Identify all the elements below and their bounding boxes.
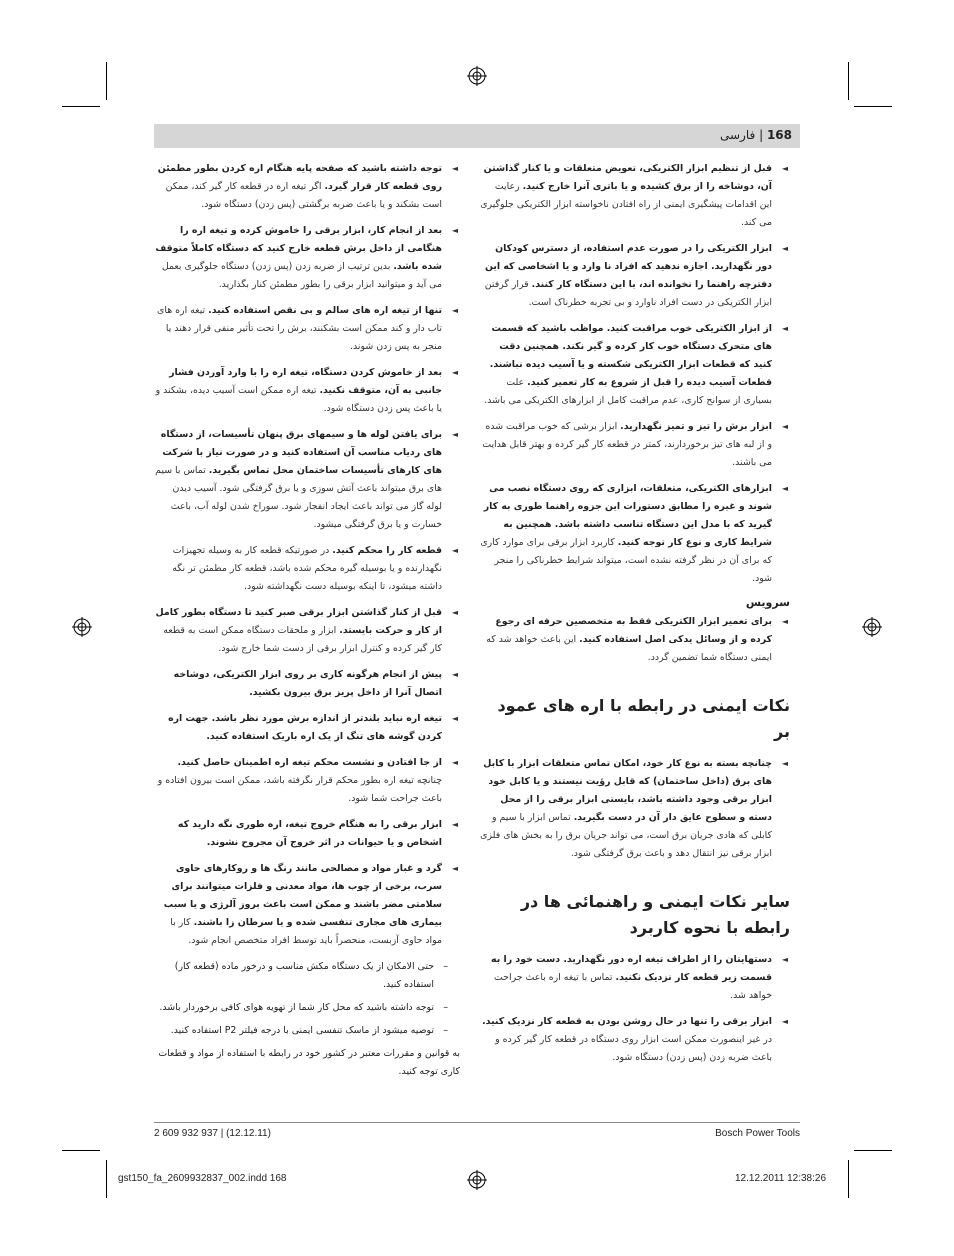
bullet-bold-text: قبل از کنار گذاشتن ابزار برقی صبر کنید تا دستگاه بطور کامل از کار و حرکت بایستد. <box>155 607 442 636</box>
bullet-bold-text: گرد و غبار مواد و مصالحی مانند رنگ ها و روکارهای حاوی سرب، برخی از چوب ها، مواد معدنی و فلزات میتوانند برای سلامتی مضر باشند و ممکن است باعث بروز آلرژی و یا سبب بیماری های مجاری تنفسی شده و یا سرطان زا باشند. <box>163 863 442 928</box>
bullet-normal-text: بدین ترتیب از ضربه زدن (پس زدن) دستگاه جلوگیری بعمل می آید و میتوانید ابزار برقی را بطور مطمئن کنار بگذارید. <box>161 261 442 290</box>
bullet-bold-text: بعد از خاموش کردن دستگاه، تیغه اره را با وارد آوردن فشار جانبی به آن، متوقف نکنید. <box>169 367 442 396</box>
bullet-item <box>480 418 790 472</box>
dash-text: حتی الامکان از یک دستگاه مکش مناسب و درخور ماده (قطعه کار) استفاده کنید. <box>174 961 434 990</box>
slug-datetime: 12.12.2011 12:38:26 <box>735 1173 827 1184</box>
bullet-marker-icon: ◄ <box>451 430 458 439</box>
bullet-bold-text: ابزار برقی را به هنگام خروج تیغه، اره طوری نگه دارید که اشخاص و یا حیوانات در اثر خروج آن مجروح نشوند. <box>177 819 442 848</box>
bullet-normal-text: کاربرد ابزار برقی برای موارد کاری که برای آن در نظر گرفته نشده است، میتواند شرایط خطرناکی را منجر شود. <box>480 537 772 584</box>
bullet-bold-text: چنانچه بسته به نوع کار خود، امکان تماس متعلقات ابزار با کابل های برق (داخل ساختمان) که قابل رؤیت نیستند و یا کابل خود ابزار برقی وجود داشته باشد، بایستی ابزار برقی را از محل دسته و سطوح عایق دار آن در دست بگیرید. <box>483 758 772 823</box>
dash-marker-icon: – <box>443 1025 448 1036</box>
bullet-item <box>480 240 790 312</box>
bullet-item <box>154 754 460 808</box>
bullet-normal-text: اگر تیغه اره در قطعه کار گیر کند، ممکن است بشکند و یا باعث ضربه برگشتی (پس زدن) دستگاه شود. <box>165 181 442 210</box>
bullet-marker-icon: ◄ <box>781 1017 788 1026</box>
bullet-normal-text: ابزار و ملحقات دستگاه ممکن است به قطعه کار گیر کرده و کنترل ابزار برقی از دست شما خارج شود. <box>163 625 442 654</box>
bullet-bold-text: ابزار برش را تیز و تمیز نگهدارید. <box>620 421 772 432</box>
right-bullets-bottom <box>480 951 790 1067</box>
bullet-marker-icon: ◄ <box>781 422 788 431</box>
bullet-item <box>154 604 460 658</box>
registration-mark-icon <box>467 1170 487 1190</box>
bullet-marker-icon: ◄ <box>451 670 458 679</box>
bullet-item <box>154 542 460 596</box>
bullet-bold-text: قطعه کار را محکم کنید. <box>332 545 442 556</box>
bullet-marker-icon: ◄ <box>451 306 458 315</box>
bullet-bold-text: برای یافتن لوله ها و سیمهای برق پنهان تأسیسات، از دستگاه های ردیاب مناسب آن استفاده کنید و در صورت نیاز با شرکت های کارهای تأسیسات ساختمان محل تماس بگیرید. <box>160 429 442 476</box>
bullet-normal-text: تماس ابزار با سیم و کابلی که هادی جریان برق است، می تواند جریان برق را به بخش های فلزی ابزار برقی نیز انتقال دهد و باعث برق گرفتگی شود. <box>480 812 772 859</box>
header-label <box>720 128 792 142</box>
bullet-bold-text: دستهایتان را از اطراف تیغه اره دور نگهدارید. دست خود را به قسمت زیر قطعه کار نزدیک نکنید. <box>491 954 772 983</box>
left-bullets <box>154 160 460 950</box>
bullet-bold-text: از ابزار الکتریکی خوب مراقبت کنید. مواظب باشید که قسمت های متحرک دستگاه خوب کار کرده و گیر نکند. همچنین دقت کنید که قطعات ابزار الکتریکی شکسته و یا آسیب دیده نباشند. قطعات آسیب دیده را قبل از شروع به کار تعمیر کنید. <box>489 323 772 388</box>
bullet-normal-text: تیغه اره های تاب دار و کند ممکن است بشکنند، برش را تحت تأثیر منفی قرار دهند یا منجر به پس زدن شوند. <box>157 305 442 352</box>
bullet-normal-text: رعایت این اقدامات پیشگیری ایمنی از راه افتادن ناخواسته ابزار الکتریکی جلوگیری می کند. <box>480 181 772 228</box>
bullet-item <box>154 364 460 418</box>
bullet-normal-text: تماس با سیم های برق میتواند باعث آتش سوزی و یا برق گرفتگی شود. آسیب دیدن لوله گاز می تواند باعث ایجاد انفجار شود. سوراخ شدن لوله آب، باعث خسارت و یا برق گرفتگی میشود. <box>155 465 442 530</box>
section-heading-jigsaw-safety: نکات ایمنی در رابطه با اره های عمود بر <box>497 696 790 741</box>
header-language: فارسی <box>720 128 756 142</box>
bullet-normal-text: این باعث خواهد شد که ایمنی دستگاه شما تضمین گردد. <box>486 634 772 663</box>
bullet-item <box>480 160 790 232</box>
bullet-normal-text: قرار گرفتن ابزار الکتریکی در دست افراد ناوارد و بی تجربه خطرناک است. <box>484 279 772 308</box>
crop-mark <box>62 106 100 107</box>
crop-mark <box>106 1160 107 1198</box>
page-number: 168 <box>766 128 792 142</box>
bullet-bold-text: پیش از انجام هرگونه کاری بر روی ابزار الکتریکی، دوشاخه اتصال آنرا از داخل پریز برق بیرون بکشید. <box>173 669 442 698</box>
service-bullet <box>480 613 790 667</box>
bullet-item <box>480 951 790 1005</box>
dash-item <box>154 1022 460 1040</box>
bullet-bold-text: توجه داشته باشید که صفحه پایه هنگام اره کردن بطور مطمئن روی قطعه کار قرار گیرد. <box>157 163 442 192</box>
registration-mark-icon <box>72 617 92 637</box>
slug-file: gst150_fa_2609932837_002.indd 168 <box>118 1173 287 1184</box>
left-column <box>154 160 460 1081</box>
bullet-normal-text: تیغه اره ممکن است آسیب دیده، بشکند و یا باعث پس زدن دستگاه شود. <box>155 385 442 414</box>
service-heading: سرویس <box>745 596 790 609</box>
bullet-normal-text: کار با مواد حاوی آزبست، منحصراً باید توسط افراد متخصص انجام شود. <box>170 917 442 946</box>
registration-mark-icon <box>862 617 882 637</box>
bullet-bold-text: قبل از تنظیم ابزار الکتریکی، تعویض متعلقات و یا کنار گذاشتن آن، دوشاخه را از برق کشیده و یا باتری آنرا خارج کنید. <box>483 163 772 192</box>
dash-marker-icon: – <box>443 961 448 972</box>
bullet-item <box>154 222 460 294</box>
bullet-item <box>154 666 460 702</box>
bullet-bold-text: برای تعمیر ابزار الکتریکی فقط به متخصصین حرفه ای رجوع کرده و از وسائل یدکی اصل استفاده کنید. <box>495 616 772 645</box>
bullet-marker-icon: ◄ <box>781 244 788 253</box>
registration-mark-icon <box>467 66 487 86</box>
bullet-item <box>154 302 460 356</box>
bullet-normal-text: چنانچه تیغه اره بطور محکم قرار نگرفته باشد، ممکن است بیرون افتاده و باعث جراحت شما شود. <box>157 775 442 804</box>
bullet-marker-icon: ◄ <box>451 226 458 235</box>
crop-mark <box>62 1150 100 1151</box>
bullet-bold-text: تیغه اره نباید بلندتر از اندازه برش مورد نظر باشد. جهت اره کردن گوشه های تنگ از یک اره باریک استفاده کنید. <box>168 713 442 742</box>
dash-item <box>154 999 460 1017</box>
left-dash-list <box>154 958 460 1040</box>
page-header <box>154 124 800 148</box>
bullet-bold-text: از جا افتادن و نشست محکم تیغه اره اطمینان حاصل کنید. <box>177 757 442 768</box>
bullet-item <box>154 816 460 852</box>
header-separator: | <box>755 128 764 142</box>
right-bullets-mid <box>480 755 790 863</box>
dash-item <box>154 958 460 994</box>
bullet-normal-text: ابزار برشی که خوب مراقبت شده و از لبه های تیز برخوردارند، کمتر در قطعه کار گیر کرده و بهتر قابل هدایت می باشند. <box>482 421 772 468</box>
dash-text: توصیه میشود از ماسک تنفسی ایمنی با درجه فیلتر P2 استفاده کنید. <box>170 1025 434 1036</box>
bullet-item <box>154 160 460 214</box>
bullet-marker-icon: ◄ <box>781 759 788 768</box>
bullet-marker-icon: ◄ <box>451 864 458 873</box>
bullet-marker-icon: ◄ <box>451 546 458 555</box>
bullet-marker-icon: ◄ <box>781 164 788 173</box>
bullet-marker-icon: ◄ <box>451 820 458 829</box>
bullet-item <box>480 480 790 588</box>
crop-mark <box>848 62 849 100</box>
bullet-normal-text: علت بسیاری از سوانح کاری، عدم مراقبت کامل از ابزارهای الکتریکی می باشد. <box>484 377 772 406</box>
bullet-item <box>154 860 460 950</box>
footer-rule <box>154 1122 800 1123</box>
bullet-bold-text: ابزارهای الکتریکی، متعلقات، ابزاری که روی دستگاه نصب می شوند و غیره را مطابق دستورات این جزوه راهنما طوری به کار گیرید که با مدل این دستگاه تناسب داشته باشد. همچنین به شرایط کاری و نوع کار توجه کنید. <box>483 483 772 548</box>
bullet-marker-icon: ◄ <box>451 164 458 173</box>
crop-mark <box>854 106 892 107</box>
bullet-item <box>480 755 790 863</box>
footer-brand: Bosch Power Tools <box>715 1128 800 1139</box>
bullet-item <box>154 426 460 534</box>
bullet-normal-text: تماس با تیغه اره باعث جراحت خواهد شد. <box>493 972 772 1001</box>
bullet-item <box>480 1013 790 1067</box>
right-bullets-top <box>480 160 790 588</box>
bullet-bold-text: بعد از انجام کار، ابزار برقی را خاموش کرده و تیغه اره را هنگامی از داخل برش قطعه خارج کنید که دستگاه کاملاً متوقف شده باشد. <box>155 225 442 272</box>
bullet-item <box>480 320 790 410</box>
closing-paragraph: به قوانین و مقررات معتبر در کشور خود در رابطه با استفاده از مواد و قطعات کاری توجه کنید. <box>158 1048 460 1077</box>
right-column <box>480 160 790 1075</box>
bullet-marker-icon: ◄ <box>781 324 788 333</box>
bullet-marker-icon: ◄ <box>451 368 458 377</box>
bullet-marker-icon: ◄ <box>451 758 458 767</box>
section-heading-usage-safety: سایر نکات ایمنی و راهنمائی ها در رابطه با نحوه کاربرد <box>520 892 790 937</box>
bullet-marker-icon: ◄ <box>781 955 788 964</box>
bullet-marker-icon: ◄ <box>781 617 788 626</box>
bullet-marker-icon: ◄ <box>451 608 458 617</box>
bullet-bold-text: ابزار الکتریکی را در صورت عدم استفاده، از دسترس کودکان دور نگهدارید. اجازه ندهید که افراد نا وارد و یا اشخاصی که این دفترچه راهنما را نخوانده اند، با این دستگاه کار کنند. <box>484 243 772 290</box>
bullet-bold-text: تنها از تیغه اره های سالم و بی نقص استفاده کنید. <box>208 305 442 316</box>
bullet-normal-text: در صورتیکه قطعه کار به وسیله تجهیزات نگهدارنده و یا بوسیله گیره محکم شده باشد، قطعه کار مطمئن تر نگه داشته میشود، تا اینکه بوسیله دست نگهداشته شود. <box>172 545 442 592</box>
bullet-item <box>154 710 460 746</box>
dash-text: توجه داشته باشید که محل کار شما از تهویه هوای کافی برخوردار باشد. <box>159 1002 434 1013</box>
footer-doc-code: 2 609 932 937 | (12.12.11) <box>154 1128 271 1139</box>
crop-mark <box>848 1160 849 1198</box>
bullet-marker-icon: ◄ <box>451 714 458 723</box>
bullet-normal-text: در غیر اینصورت ممکن است ابزار روی دستگاه در قطعه کار گیر کرده و باعث ضربه زدن (پس زدن) دستگاه شود. <box>495 1034 772 1063</box>
bullet-marker-icon: ◄ <box>781 484 788 493</box>
crop-mark <box>106 62 107 100</box>
crop-mark <box>854 1150 892 1151</box>
bullet-bold-text: ابزار برقی را تنها در حال روشن بودن به قطعه کار نزدیک کنید. <box>482 1016 772 1027</box>
dash-marker-icon: – <box>443 1002 448 1013</box>
